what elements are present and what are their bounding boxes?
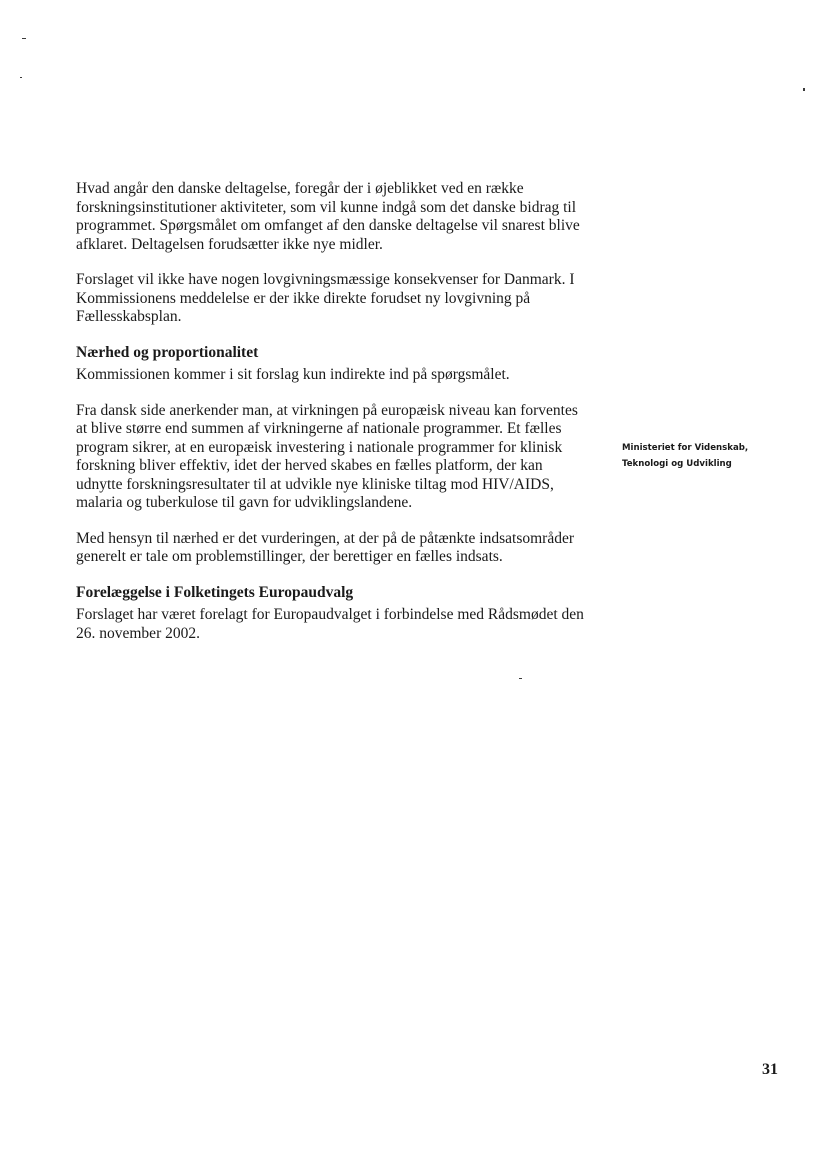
- ministry-name-line: Teknologi og Udvikling: [622, 459, 732, 469]
- paragraph-subsidiarity-assessment: [76, 530, 616, 567]
- text-line: forskning bliver effektiv, idet der herved skabes en fælles platform, der kan: [76, 457, 543, 474]
- text-line: generelt er tale om problemstillinger, der berettiger en fælles indsats.: [76, 548, 503, 565]
- text-line: Kommissionen kommer i sit forslag kun indirekte ind på spørgsmålet.: [76, 366, 510, 383]
- ministry-sidebar-label: [622, 440, 748, 472]
- paragraph-commission-proposal: [76, 366, 616, 385]
- scan-speck: [519, 678, 522, 679]
- text-line: Forslaget har været forelagt for Europaudvalget i forbindelse med Rådsmødet den: [76, 606, 584, 623]
- text-line: Fællesskabsplan.: [76, 308, 182, 325]
- text-line: Fra dansk side anerkender man, at virkningen på europæisk niveau kan forventes: [76, 401, 578, 419]
- paragraph-legislation: [76, 271, 616, 327]
- scan-speck: [803, 88, 805, 91]
- text-line: Forslaget vil ikke have nogen lovgivningsmæssige konsekvenser for Danmark. I: [76, 271, 575, 288]
- page-number: 31: [762, 1061, 778, 1078]
- paragraph-europaudvalg: [76, 606, 616, 643]
- paragraph-danish-participation: [76, 180, 616, 254]
- text-line: malaria og tuberkulose til gavn for udviklingslandene.: [76, 494, 413, 511]
- text-line: udnytte forskningsresultater til at udvikle nye kliniske tiltag mod HIV/AIDS,: [76, 475, 554, 493]
- text-line: forskningsinstitutioner aktiviteter, som vil kunne indgå som det danske bidrag til: [76, 198, 577, 216]
- text-line: program sikrer, at en europæisk investering i nationale programmer for klinisk: [76, 438, 563, 456]
- ministry-name-line: Ministeriet for Videnskab,: [622, 443, 749, 453]
- text-line: afklaret. Deltagelsen forudsætter ikke nye midler.: [76, 235, 383, 253]
- text-line: Kommissionens meddelelse er der ikke direkte forudset ny lovgivning på: [76, 289, 531, 307]
- scan-speck: [22, 38, 26, 39]
- text-line: programmet. Spørgsmålet om omfanget af den danske deltagelse vil snarest blive: [76, 217, 580, 234]
- text-line: 26. november 2002.: [76, 624, 200, 642]
- section-heading-europaudvalg: Forelæggelse i Folketingets Europaudvalg: [76, 583, 354, 601]
- text-line: at blive større end summen af virkningerne af nationale programmer. Et fælles: [76, 420, 562, 437]
- section-heading-subsidiarity: Nærhed og proportionalitet: [76, 343, 259, 361]
- scan-speck: [20, 77, 22, 78]
- text-line: Hvad angår den danske deltagelse, foregår der i øjeblikket ved en række: [76, 180, 524, 197]
- text-line: Med hensyn til nærhed er det vurderingen, at der på de påtænkte indsatsområder: [76, 529, 575, 547]
- paragraph-european-effect: [76, 402, 616, 513]
- body-text: [76, 180, 616, 643]
